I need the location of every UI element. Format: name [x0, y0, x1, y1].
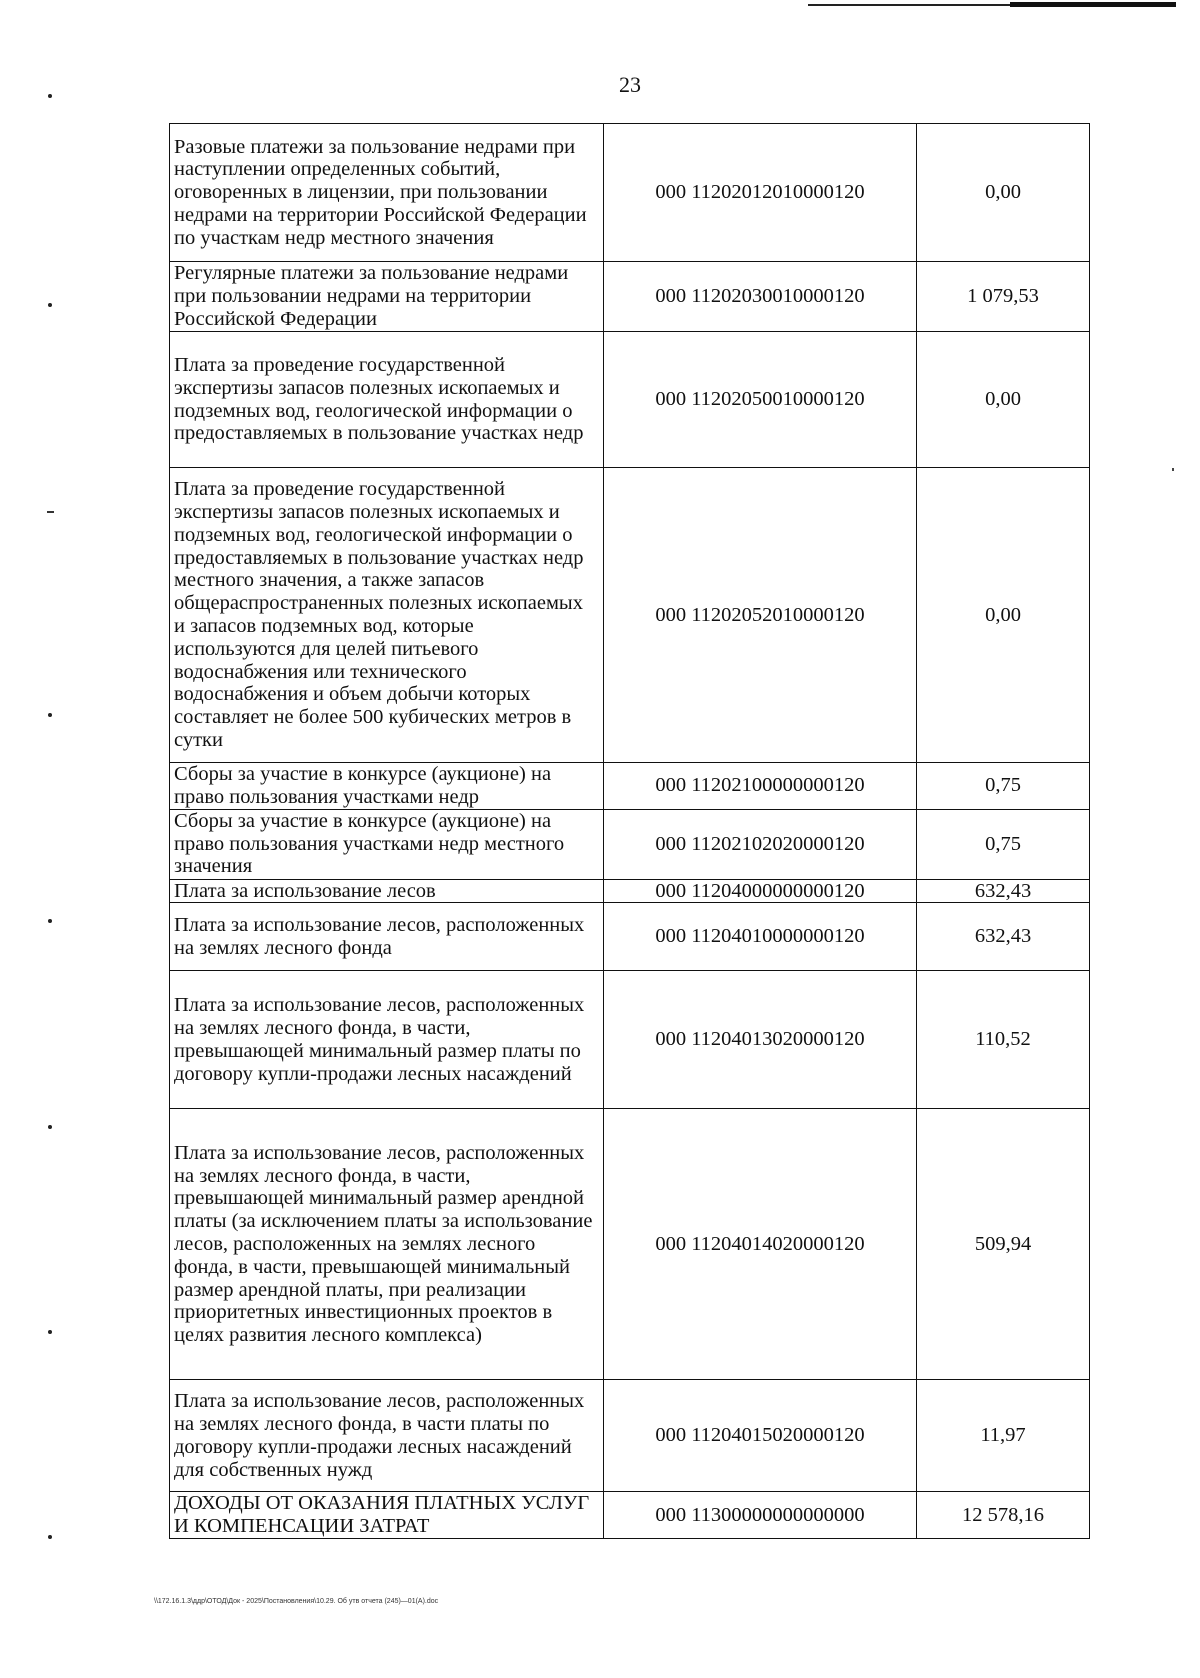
margin-dash — [47, 511, 54, 513]
row-code: 000 11202100000000120 — [604, 763, 917, 810]
row-code: 000 11202030010000120 — [604, 262, 917, 332]
row-code: 000 11204015020000120 — [604, 1380, 917, 1492]
row-value: 0,75 — [917, 809, 1090, 879]
margin-dot — [48, 713, 52, 717]
table-row — [170, 1492, 1090, 1539]
row-value: 632,43 — [917, 903, 1090, 971]
revenue-table — [169, 123, 1090, 1539]
margin-dot — [48, 1535, 52, 1539]
table-row — [170, 879, 1090, 903]
row-name: Плата за проведение государственной экспертизы запасов полезных ископаемых и подземных вод, геологической информации о предоставляемых в пользование участках недр местного значения, а также запасов общераспространенных полезных ископаемых и запасов подземных вод, которые используются для целей питьевого водоснабжения или технического водоснабжения и объем добычи которых составляет не более 500 кубических метров в сутки — [170, 468, 604, 763]
page-number: 23 — [619, 72, 641, 97]
row-name: Сборы за участие в конкурсе (аукционе) на право пользования участками недр — [170, 763, 604, 810]
margin-tick — [1172, 468, 1174, 471]
row-name: Плата за использование лесов, расположенных на землях лесного фонда, в части, превышающей минимальный размер платы по договору купли-продажи лесных насаждений — [170, 971, 604, 1109]
table-row — [170, 971, 1090, 1109]
table-row — [170, 809, 1090, 879]
document-file-path: \\172.16.1.3\ддр\ОТОД\Док - 2025\Постановления\10.29. Об утв отчета (245)—01(А).doc — [154, 1598, 439, 1605]
margin-dot — [48, 303, 52, 307]
table-row — [170, 124, 1090, 262]
table-row — [170, 468, 1090, 763]
row-name: ДОХОДЫ ОТ ОКАЗАНИЯ ПЛАТНЫХ УСЛУГ И КОМПЕНСАЦИИ ЗАТРАТ — [170, 1492, 604, 1539]
row-value: 0,00 — [917, 124, 1090, 262]
row-name: Плата за использование лесов — [170, 879, 604, 903]
row-value: 0,00 — [917, 468, 1090, 763]
table-row — [170, 763, 1090, 810]
top-rule-accent — [1010, 2, 1176, 7]
row-code: 000 11202050010000120 — [604, 332, 917, 468]
margin-dot — [48, 1125, 52, 1129]
row-value: 110,52 — [917, 971, 1090, 1109]
row-name: Сборы за участие в конкурсе (аукционе) на право пользования участками недр местного значения — [170, 809, 604, 879]
row-name: Плата за использование лесов, расположенных на землях лесного фонда — [170, 903, 604, 971]
row-value: 12 578,16 — [917, 1492, 1090, 1539]
row-code: 000 11204014020000120 — [604, 1109, 917, 1380]
margin-dot — [48, 919, 52, 923]
margin-dot — [48, 94, 52, 98]
row-value: 1 079,53 — [917, 262, 1090, 332]
table-row — [170, 903, 1090, 971]
row-name: Плата за использование лесов, расположенных на землях лесного фонда, в части платы по договору купли-продажи лесных насаждений для собственных нужд — [170, 1380, 604, 1492]
margin-dot — [48, 1330, 52, 1334]
table-row — [170, 1109, 1090, 1380]
row-value: 0,75 — [917, 763, 1090, 810]
row-value: 632,43 — [917, 879, 1090, 903]
row-code: 000 11202012010000120 — [604, 124, 917, 262]
row-code: 000 11202052010000120 — [604, 468, 917, 763]
row-name: Регулярные платежи за пользование недрами при пользовании недрами на территории Российской Федерации — [170, 262, 604, 332]
row-name: Разовые платежи за пользование недрами при наступлении определенных событий, оговоренных в лицензии, при пользовании недрами на территории Российской Федерации по участкам недр местного значения — [170, 124, 604, 262]
table-row — [170, 332, 1090, 468]
row-name: Плата за проведение государственной экспертизы запасов полезных ископаемых и подземных вод, геологической информации о предоставляемых в пользование участках недр — [170, 332, 604, 468]
row-code: 000 11204000000000120 — [604, 879, 917, 903]
table-row — [170, 262, 1090, 332]
row-code: 000 11300000000000000 — [604, 1492, 917, 1539]
row-value: 509,94 — [917, 1109, 1090, 1380]
row-value: 0,00 — [917, 332, 1090, 468]
row-name: Плата за использование лесов, расположенных на землях лесного фонда, в части, превышающей минимальный размер арендной платы (за исключением платы за использование лесов, расположенных на землях лесного фонда, в части, превышающей минимальный размер арендной платы, при реализации приоритетных инвестиционных проектов в целях развития лесного комплекса) — [170, 1109, 604, 1380]
table-row — [170, 1380, 1090, 1492]
row-value: 11,97 — [917, 1380, 1090, 1492]
row-code: 000 11202102020000120 — [604, 809, 917, 879]
row-code: 000 11204010000000120 — [604, 903, 917, 971]
row-code: 000 11204013020000120 — [604, 971, 917, 1109]
